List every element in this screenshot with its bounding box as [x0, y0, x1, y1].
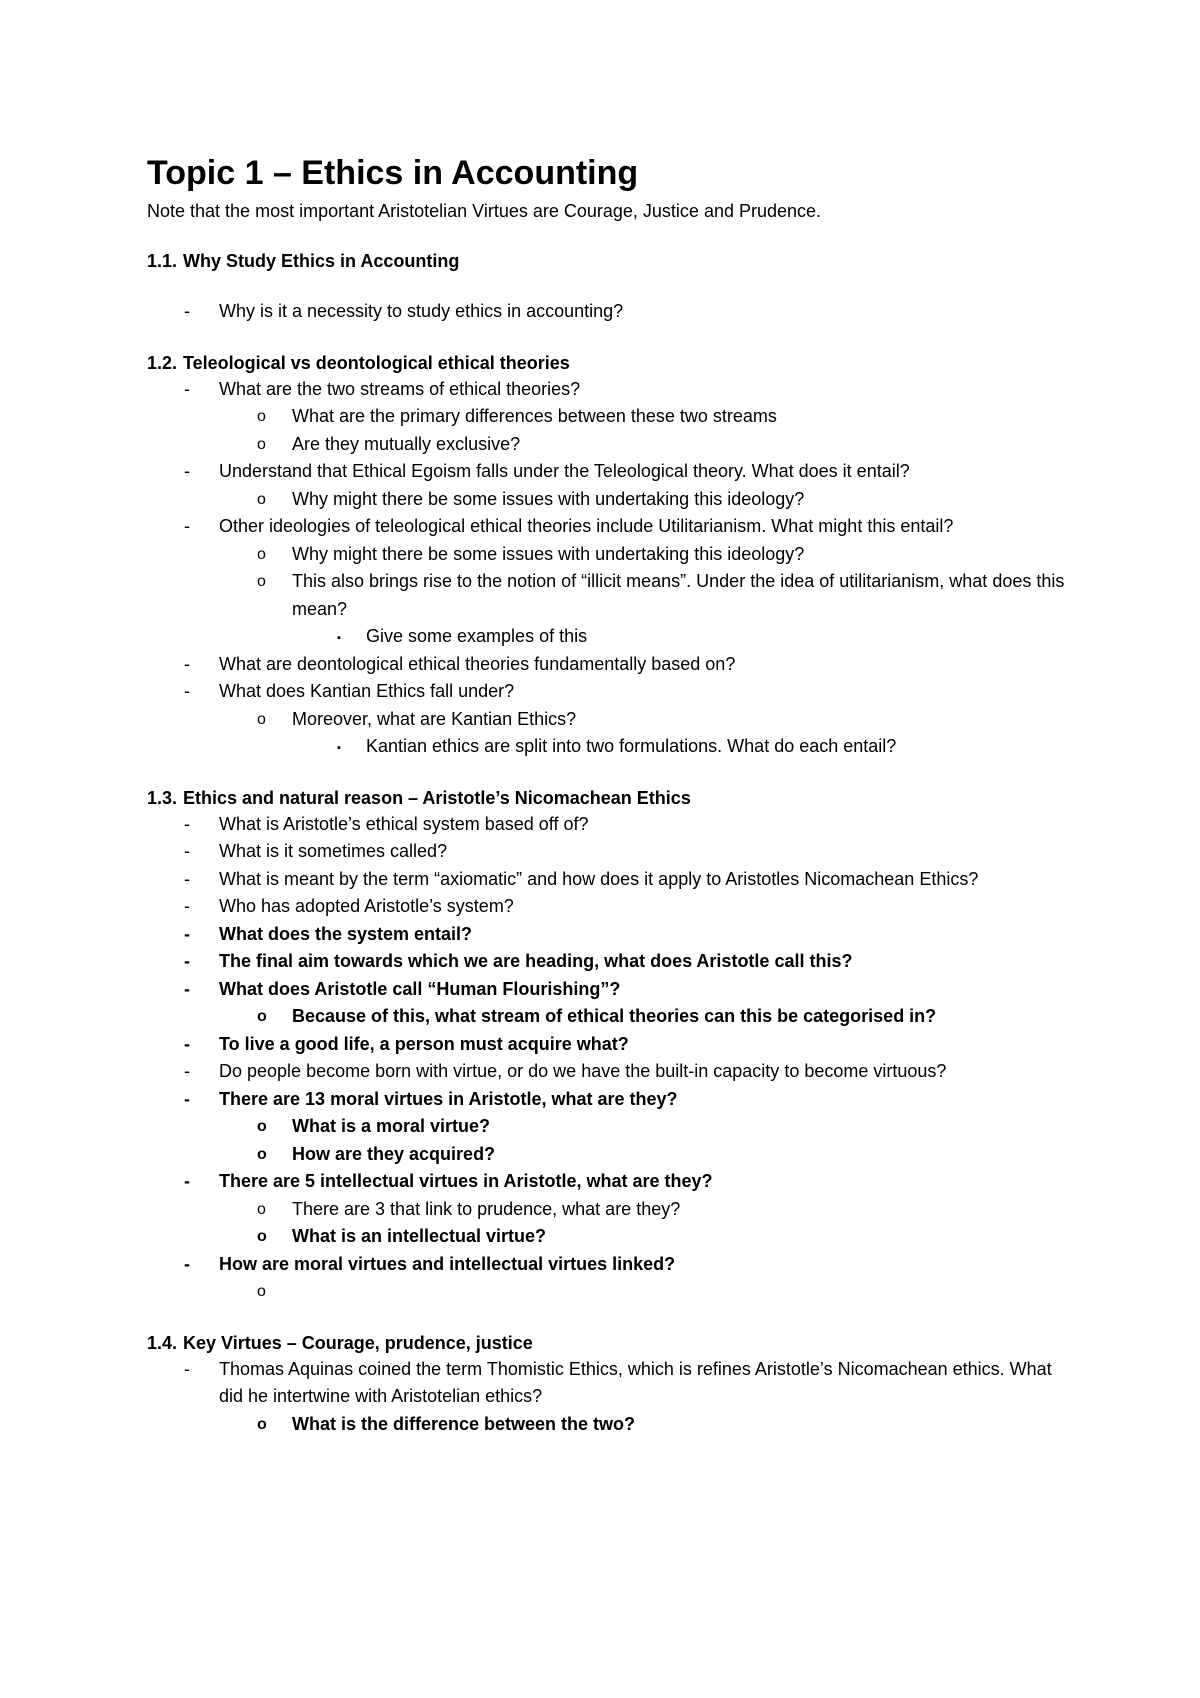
bullet-marker: o [257, 573, 266, 590]
list-item [147, 458, 1080, 486]
list-item-text: How are they acquired? [292, 1143, 496, 1164]
list-item-text: What are deontological ethical theories fundamentally based on? [219, 653, 736, 674]
list-item [147, 1168, 1080, 1196]
bullet-marker: - [184, 813, 190, 834]
bullet-marker: o [257, 1228, 267, 1245]
bullet-marker: - [184, 896, 190, 916]
list-item-text: Why might there be some issues with undertaking this ideology? [292, 488, 805, 509]
list-item [147, 568, 1080, 623]
section-heading [147, 248, 1080, 274]
list-item [147, 623, 1080, 651]
bullet-marker: - [184, 681, 190, 701]
bullet-marker: - [184, 841, 190, 861]
section-number: 1.4. [147, 1332, 178, 1353]
list-item-text: Are they mutually exclusive? [292, 433, 521, 454]
list-item-text: What is meant by the term “axiomatic” and how does it apply to Aristotles Nicomachean Ethics? [219, 868, 979, 889]
section-number: 1.3. [147, 787, 178, 808]
list-item-text: What are the primary differences between these two streams [292, 406, 777, 426]
list-item-text: What is the difference between the two? [292, 1413, 636, 1434]
list-item [147, 1196, 1080, 1224]
list-item-text: Do people become born with virtue, or do we have the built-in capacity to become virtuous? [219, 1061, 947, 1081]
bullet-marker: o [257, 1008, 267, 1025]
list-item [147, 1223, 1080, 1251]
page-title: Topic 1 – Ethics in Accounting [147, 154, 639, 192]
section-number: 1.2. [147, 352, 178, 373]
bullet-marker: - [184, 923, 190, 944]
list-item-text: There are 3 that link to prudence, what are they? [292, 1198, 681, 1219]
list-item [147, 893, 1080, 921]
sections-container [147, 248, 1080, 1438]
list-item [147, 486, 1080, 514]
list-item [147, 513, 1080, 541]
section-heading [147, 785, 1080, 811]
list-item [147, 948, 1080, 976]
list-item-text: There are 5 intellectual virtues in Aristotle, what are they? [219, 1171, 713, 1191]
list-item-text: How are moral virtues and intellectual virtues linked? [219, 1253, 676, 1274]
list-item [147, 1278, 1080, 1306]
list-item [147, 1411, 1080, 1439]
question-list [147, 298, 1080, 326]
question-list [147, 811, 1080, 1306]
list-item-text: Because of this, what stream of ethical theories can this be categorised in? [292, 1006, 937, 1026]
section-heading [147, 1330, 1080, 1356]
bullet-marker: - [184, 1358, 190, 1379]
list-item-text: The final aim towards which we are heading, what does Aristotle call this? [219, 951, 853, 971]
bullet-marker: - [184, 1033, 190, 1054]
list-item-text: Kantian ethics are split into two formulations. What do each entail? [366, 736, 897, 756]
section-number: 1.1. [147, 251, 178, 271]
section-title-text: Key Virtues – Courage, prudence, justice [183, 1332, 533, 1353]
list-item-text: Understand that Ethical Egoism falls under the Teleological theory. What does it entail? [219, 461, 910, 481]
section-3 [147, 785, 1080, 1306]
list-item [147, 431, 1080, 459]
list-item-text: Other ideologies of teleological ethical theories include Utilitarianism. What might this entail? [219, 516, 954, 536]
section-2 [147, 350, 1080, 761]
bullet-marker: - [184, 653, 190, 674]
bullet-marker: o [257, 710, 266, 728]
list-item-text: What does the system entail? [219, 923, 473, 944]
bullet-marker: - [184, 1061, 190, 1081]
bullet-marker: - [184, 1088, 190, 1109]
bullet-marker: o [257, 408, 266, 425]
bullet-marker: ▪ [337, 742, 341, 754]
list-item-text: What is an intellectual virtue? [292, 1226, 547, 1246]
list-item-text: What does Kantian Ethics fall under? [219, 681, 515, 701]
list-item [147, 733, 1080, 761]
list-item-text: What is Aristotle’s ethical system based off of? [219, 813, 589, 834]
section-4 [147, 1330, 1080, 1439]
list-item-text: There are 13 moral virtues in Aristotle, what are they? [219, 1088, 678, 1109]
bullet-marker: o [257, 545, 266, 563]
list-item [147, 706, 1080, 734]
section-title-text: Why Study Ethics in Accounting [183, 251, 460, 271]
list-item [147, 376, 1080, 404]
bullet-marker: - [184, 516, 190, 536]
bullet-marker: o [257, 1200, 266, 1218]
list-item-text: Why might there be some issues with undertaking this ideology? [292, 543, 805, 564]
section-1 [147, 248, 1080, 326]
bullet-marker: - [184, 301, 190, 321]
bullet-marker: - [184, 378, 190, 399]
list-item-text: What is a moral virtue? [292, 1116, 491, 1136]
list-item [147, 838, 1080, 866]
bullet-marker: o [257, 1415, 267, 1433]
list-item [147, 1086, 1080, 1114]
list-item-text: This also brings rise to the notion of “illicit means”. Under the idea of utilitarianism, what does this mean? [292, 571, 1065, 619]
list-item [147, 866, 1080, 894]
bullet-marker: o [257, 1283, 266, 1300]
list-item [147, 1058, 1080, 1086]
list-item [147, 811, 1080, 839]
question-list [147, 376, 1080, 761]
list-item [147, 1003, 1080, 1031]
list-item-text: To live a good life, a person must acquire what? [219, 1033, 629, 1054]
list-item [147, 1356, 1080, 1411]
list-item [147, 541, 1080, 569]
list-item [147, 651, 1080, 679]
list-item [147, 1141, 1080, 1169]
bullet-marker: - [184, 461, 190, 481]
bullet-marker: o [257, 435, 266, 453]
bullet-marker: - [184, 868, 190, 889]
bullet-marker: - [184, 1253, 190, 1274]
list-item [147, 678, 1080, 706]
list-item [147, 298, 1080, 326]
bullet-marker: - [184, 1171, 190, 1191]
bullet-marker: o [257, 1145, 267, 1163]
section-heading [147, 350, 1080, 376]
list-item [147, 921, 1080, 949]
list-item-text: What is it sometimes called? [219, 841, 448, 861]
bullet-marker: o [257, 490, 266, 508]
bullet-marker: o [257, 1118, 267, 1135]
section-title-text: Ethics and natural reason – Aristotle’s Nicomachean Ethics [183, 787, 691, 808]
list-item [147, 1031, 1080, 1059]
list-item-text: Thomas Aquinas coined the term Thomistic Ethics, which is refines Aristotle’s Nicomachean ethics. What did he intertwine with Aristotelian ethics? [219, 1358, 1052, 1406]
list-item-text: What does Aristotle call “Human Flourishing”? [219, 978, 621, 999]
list-item-text: Moreover, what are Kantian Ethics? [292, 708, 577, 729]
list-item [147, 1251, 1080, 1279]
list-item-text: Who has adopted Aristotle’s system? [219, 896, 514, 916]
bullet-marker: - [184, 978, 190, 999]
bullet-marker: - [184, 951, 190, 971]
question-list [147, 1356, 1080, 1439]
list-item-text: Give some examples of this [366, 626, 588, 646]
list-item [147, 1113, 1080, 1141]
bullet-marker: ▪ [337, 632, 341, 644]
section-title-text: Teleological vs deontological ethical theories [183, 352, 570, 373]
list-item-text: Why is it a necessity to study ethics in accounting? [219, 301, 624, 321]
intro-note: Note that the most important Aristotelian Virtues are Courage, Justice and Prudence. [147, 201, 822, 221]
list-item [147, 403, 1080, 431]
list-item [147, 976, 1080, 1004]
list-item-text: What are the two streams of ethical theories? [219, 378, 581, 399]
